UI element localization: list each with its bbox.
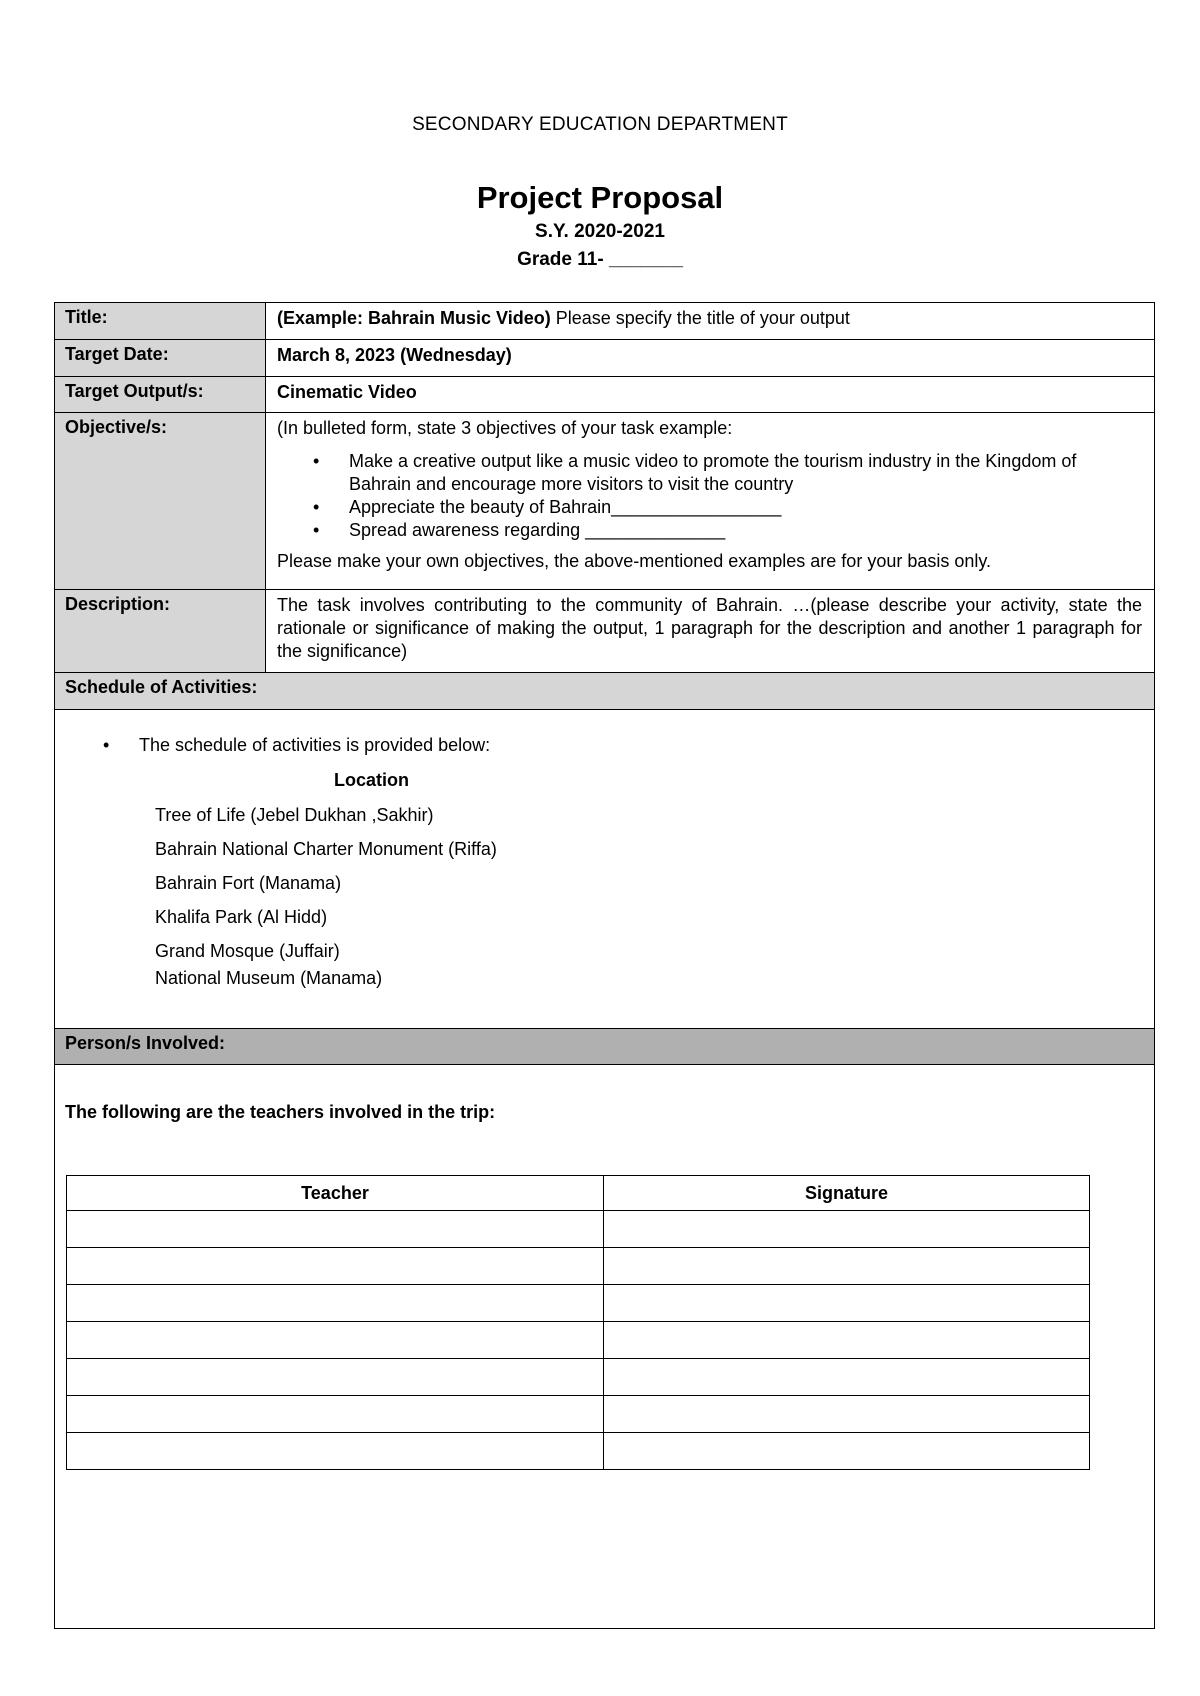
department-heading: SECONDARY EDUCATION DEPARTMENT: [412, 114, 788, 135]
teacher-cell[interactable]: [67, 1396, 604, 1433]
location-item: Tree of Life (Jebel Dukhan ,Sakhir): [155, 805, 434, 825]
objectives-label: Objective/s:: [55, 413, 266, 589]
signature-cell[interactable]: [604, 1322, 1090, 1359]
grade-line: Grade 11- _______: [517, 249, 683, 270]
signature-cell[interactable]: [604, 1433, 1090, 1470]
signature-cell[interactable]: [604, 1396, 1090, 1433]
location-item: Grand Mosque (Juffair): [155, 941, 340, 961]
objectives-value: [266, 413, 1154, 589]
teacher-cell[interactable]: [67, 1322, 604, 1359]
title-row: [55, 303, 1154, 340]
description-row: [55, 590, 1154, 673]
teacher-cell[interactable]: [67, 1211, 604, 1248]
location-item: Khalifa Park (Al Hidd): [155, 907, 328, 927]
bullet-icon: •: [103, 735, 110, 755]
signature-cell[interactable]: [604, 1211, 1090, 1248]
table-row: [67, 1396, 1090, 1433]
signature-column-header: Signature: [604, 1176, 1090, 1211]
signature-cell[interactable]: [604, 1248, 1090, 1285]
target-output-value: Cinematic Video: [277, 382, 417, 402]
objectives-row: [55, 413, 1154, 590]
objectives-list: [277, 450, 1142, 542]
schedule-heading: Schedule of Activities:: [55, 673, 1154, 710]
list-item: • Spread awareness regarding ______________: [349, 519, 1142, 542]
objectives-note: Please make your own objectives, the above-mentioned examples are for your basis only.: [277, 551, 992, 571]
proposal-form: [54, 302, 1155, 1629]
title-label: Title:: [55, 303, 266, 339]
target-output-label: Target Output/s:: [55, 377, 266, 412]
target-date-value: March 8, 2023 (Wednesday): [277, 345, 512, 365]
title-value: [266, 303, 1154, 339]
objectives-intro: (In bulleted form, state 3 objectives of your task example:: [277, 418, 733, 438]
teachers-table: [66, 1175, 1090, 1470]
teacher-cell[interactable]: [67, 1285, 604, 1322]
location-item: Bahrain Fort (Manama): [155, 873, 342, 893]
target-output-row: [55, 377, 1154, 413]
list-item: • Appreciate the beauty of Bahrain_________________: [349, 496, 1142, 519]
location-header: Location: [334, 770, 409, 790]
location-item: Bahrain National Charter Monument (Riffa): [155, 839, 497, 859]
page-title: Project Proposal: [476, 180, 724, 215]
description-label: Description:: [55, 590, 266, 672]
table-row: [67, 1285, 1090, 1322]
teachers-intro: The following are the teachers involved in the trip:: [65, 1102, 496, 1122]
teacher-cell[interactable]: [67, 1248, 604, 1285]
title-example: (Example: Bahrain Music Video): [277, 308, 551, 328]
teacher-column-header: Teacher: [67, 1176, 604, 1211]
signature-cell[interactable]: [604, 1359, 1090, 1396]
teacher-cell[interactable]: [67, 1359, 604, 1396]
list-item: • Make a creative output like a music video to promote the tourism industry in the Kingdom of Bahrain and encourage more visitors to visit the country: [349, 450, 1142, 496]
title-instruction: Please specify the title of your output: [550, 308, 850, 328]
persons-heading: Person/s Involved:: [55, 1028, 1154, 1065]
schedule-intro: The schedule of activities is provided below:: [139, 735, 491, 755]
target-date-row: [55, 340, 1154, 377]
table-row: [67, 1248, 1090, 1285]
signature-cell[interactable]: [604, 1285, 1090, 1322]
schedule-intro-item: [103, 735, 491, 756]
description-value: The task involves contributing to the community of Bahrain. …(please describe your activity, state the rationale or significance of making the output, 1 paragraph for the description and another 1 paragraph for the significance): [277, 595, 1142, 661]
target-date-label: Target Date:: [55, 340, 266, 376]
table-row: [67, 1433, 1090, 1470]
table-row: [67, 1322, 1090, 1359]
table-header-row: [67, 1176, 1090, 1211]
location-item: National Museum (Manama): [155, 968, 383, 988]
table-row: [67, 1359, 1090, 1396]
teacher-cell[interactable]: [67, 1433, 604, 1470]
school-year: S.Y. 2020-2021: [535, 221, 665, 242]
table-row: [67, 1211, 1090, 1248]
